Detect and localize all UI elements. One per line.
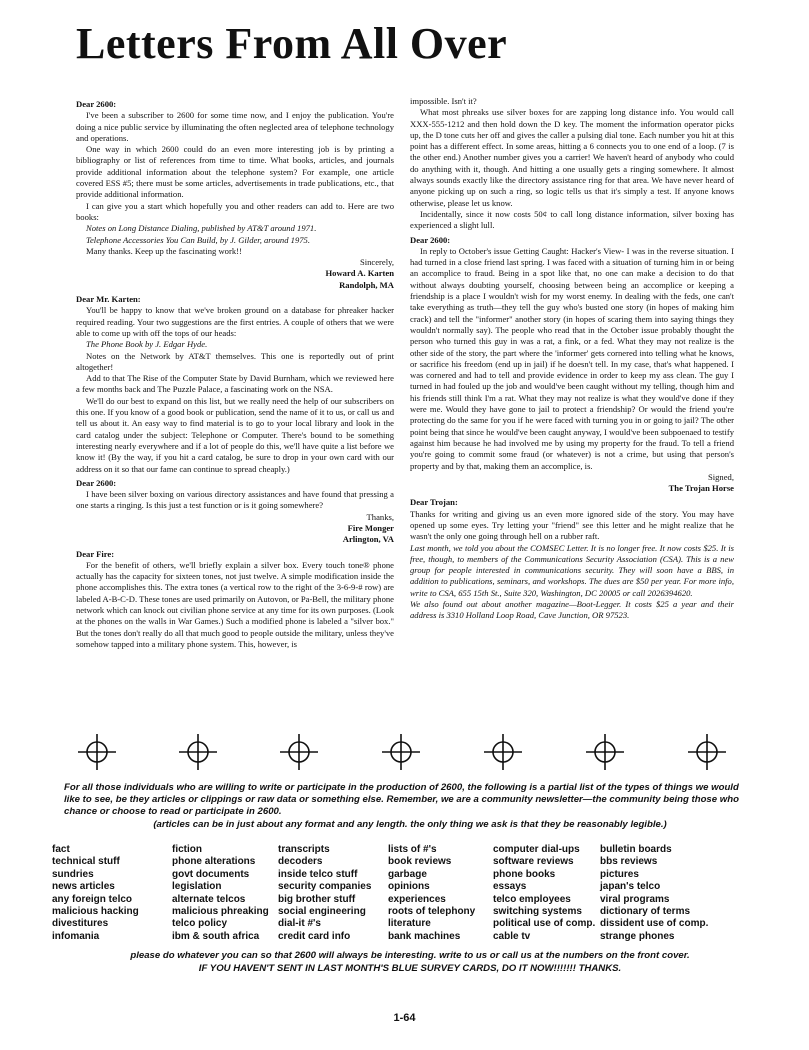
topic-item: decoders <box>278 856 323 868</box>
topic-item: software reviews <box>493 856 574 868</box>
topic-item: essays <box>493 881 527 893</box>
topic-item: ibm & south africa <box>172 930 260 942</box>
letter-paragraph: I can give you a start which hopefully you and other readers can add to. Here are two books: <box>76 200 394 222</box>
topic-item: social engineering <box>278 906 366 918</box>
topic-column <box>600 844 720 943</box>
topic-item: phone books <box>493 868 556 880</box>
crosshair-icon <box>586 734 624 770</box>
letter-paragraph: I've been a subscriber to 2600 for some time now, and I enjoy the publication. You're doing a nice public service by illuminating the often neglected area of telephone technology and operations. <box>76 110 394 143</box>
letter-paragraph: Thanks for writing and giving us an even more ignored side of the story. You may have opened up some eyes. Try letting your "friend" see this letter and he might realize that he wasn't the only one going through hell on a rubber raft. <box>410 508 734 542</box>
survey-reminder: IF YOU HAVEN'T SENT IN LAST MONTH'S BLUE SURVEY CARDS, DO IT NOW!!!!!!! THANKS. <box>198 962 622 974</box>
letter-paragraph: Many thanks. Keep up the fascinating work!! <box>86 245 242 256</box>
letter-paragraph: Notes on Long Distance Dialing, published by AT&T around 1971. <box>86 223 317 234</box>
letter-paragraph: You'll be happy to know that we've broken ground on a database for phreaker hacker required reading. Your two suggestions are the first entries. A couple of others that we were able to come up with off the tops of our heads: <box>76 305 394 338</box>
topic-item: cable tv <box>493 930 531 942</box>
letter-salutation: Dear 2600: <box>76 99 117 109</box>
topic-item: legislation <box>172 881 222 893</box>
topic-item: telco policy <box>172 918 228 930</box>
letter-salutation: Dear Mr. Karten: <box>76 294 141 305</box>
topic-item: credit card info <box>278 930 351 942</box>
topic-item: lists of #'s <box>388 844 437 855</box>
topic-item: roots of telephony <box>388 906 476 918</box>
crosshair-icon <box>484 734 522 770</box>
crosshair-icon <box>179 734 217 770</box>
page-number: 1-64 <box>393 1012 416 1024</box>
topic-item: book reviews <box>388 856 452 868</box>
topic-item: bank machines <box>388 930 461 942</box>
topic-item: malicious hacking <box>52 906 139 918</box>
topic-column <box>278 844 388 943</box>
letter-salutation: Dear Fire: <box>76 548 115 559</box>
letter-paragraph: One way in which 2600 could do an even more interesting job is by printing a bibliography or list of references from time to time. What books, articles, and journals provide additional information about the telephone system? For example, one article covered ESS #5; there must be some articles, advertisements in trade publications, etc., that provide additional information. <box>76 144 394 200</box>
topic-item: fiction <box>172 844 202 855</box>
topic-item: literature <box>388 918 431 930</box>
topic-item: bulletin boards <box>600 844 672 855</box>
letter-paragraph: Howard A. Karten <box>325 268 394 279</box>
topic-item: fact <box>52 844 70 855</box>
topic-item: dial-it #'s <box>278 918 321 930</box>
letter-paragraph: The Trojan Horse <box>668 483 734 494</box>
topic-item: security companies <box>278 881 372 893</box>
topic-item: govt documents <box>172 868 250 880</box>
letter-paragraph: Sincerely, <box>359 257 394 268</box>
topic-item: dictionary of terms <box>600 906 691 918</box>
letter-paragraph: Incidentally, since it now costs 50¢ to call long distance information, silver boxing has experienced a slight lull. <box>410 208 734 231</box>
letter-paragraph: We'll do our best to expand on this list, but we really need the help of our subscribers on this one. If you know of a good book or publication, send the name of it to us, or call us and tell us about it. An easy way to find material is to go to your local library and look in the card catalog under the subject: Telephone or Computer. There's bound to be something interesting nearly everywhere and if a lot of people do this, we'll have quite a list before we know it! (By the way, if you hit a card catalog, be sure to drop in your own card with our address on it so that our fame can continue to spread cheaply.) <box>76 395 394 474</box>
letter-paragraph: Telephone Accessories You Can Build, by J. Gilder, around 1975. <box>86 234 310 245</box>
letter-paragraph: Last month, we told you about the COMSEC Letter. It is no longer free. It now costs $25. It is free, though, to members of the Communications Security Association (CSA). This is a new group for people interested in communications security. They will soon have a BBS, in addition to publications, seminars, and workshops. The dues are $50 per year. For more info, write to CSA, 655 15th St., Suite 320, Washington, DC 20005 or call 2026394620. <box>410 542 734 598</box>
contribution-box <box>52 782 756 974</box>
topic-item: transcripts <box>278 844 330 855</box>
topic-item: pictures <box>600 868 639 880</box>
closing-note <box>64 950 756 975</box>
topic-item: inside telco stuff <box>278 868 358 880</box>
contribution-intro: For all those individuals who are willing to write or participate in the production of 2600, the following is a partial list of the types of things we would like to see, be they articles or clippings or raw data or something else. Remember, we are a community newsletter—the community being those who chance or choose to read or participate in 2600. <box>64 782 739 817</box>
letter-paragraph: We also found out about another magazine—Boot-Legger. It costs $25 a year and their address is 3310 Holland Loop Road, Cave Junction, OR 97523. <box>410 599 734 621</box>
crosshair-icon <box>280 734 318 770</box>
letter-paragraph: In reply to October's issue Getting Caught: Hacker's View- I was in the reverse situation. I had turned in a close friend last spring. I was faced with a situation of turning him in or being an accomplice to fraud. Being in a spot like that, no one can make a decision to do that without always doubting yourself, choosing between being an accomplice or keeping a friendship is a place I wouldn't wish for my worst enemy. In dealing with the feds, one can't take everything as truth—they tell the guy who's busted one story (in hopes of making him crack) and tell the "informer" another story (in hopes of scaring them into saying things they wouldn't normally say). The people who read that in the October issue probably thought the person who turned this guy in was a rat, a fink, or a fed. What they may not realize is the other side of the story, the part where the 'informer' gets cornered into telling what he knows, or sacrifice his freedom (end up in jail) if he doesn't tell. In my case, that's what happened. I was cornered and had to tell and provide evidence in order to keep my ass clean. The guy I turned in had fouled up the job and would've been caught without my telling, though him and his friends still think I'm a rat. What they may not realize is what they would've done if they were me. Would they have gone to jail to protect a friendship? Or would the friend you're protecting do the same for you if he were faced with turning you in or going to jail? The other point being that since he would've been caught anyway, I would've been subpoenaed to testify against him because he had involved me by using my property for the fraud. To tell a friend you're going to commit some fraud (or whatever) is not a crime, but using that person's property and by that, making them an accomplice, is. <box>410 245 734 471</box>
letter-paragraph: The Phone Book by J. Edgar Hyde. <box>86 339 208 350</box>
topic-item: experiences <box>388 893 446 905</box>
page-title: Letters From All Over <box>76 19 508 68</box>
crosshair-icon <box>688 734 726 770</box>
topic-item: opinions <box>388 881 430 893</box>
left-column <box>76 96 394 650</box>
topic-item: phone alterations <box>172 856 256 868</box>
letter-paragraph: I have been silver boxing on various directory assistances and have found that pressing a one starts a ringing. Is this just a test function or is it going somewhere? <box>76 489 394 511</box>
letter-paragraph: Signed, <box>707 471 734 482</box>
contribution-note: (articles can be in just about any format and any length. the only thing we ask is that they be reasonably legible.) <box>153 819 667 830</box>
topic-item: bbs reviews <box>600 856 658 868</box>
topic-item: switching systems <box>493 906 582 918</box>
topic-item: strange phones <box>600 930 675 942</box>
topic-item: dissident use of comp. <box>600 918 709 930</box>
topic-item: infomania <box>52 930 100 942</box>
closing-line: please do whatever you can so that 2600 will always be interesting. write to us or call us at the numbers on the front cover. <box>130 950 690 961</box>
right-column <box>410 96 734 622</box>
topic-item: divestitures <box>52 918 109 930</box>
topic-column <box>388 844 493 943</box>
topic-column <box>493 844 600 943</box>
topic-item: any foreign telco <box>52 893 133 905</box>
letter-paragraph: Thanks, <box>366 511 394 522</box>
topic-item: big brother stuff <box>278 893 356 905</box>
letter-paragraph: Add to that The Rise of the Computer State by David Burnham, which we reviewed here a few months back and The Puzzle Palace, a fascinating work on the NSA. <box>76 373 394 395</box>
topic-item: alternate telcos <box>172 893 246 905</box>
topic-item: japan's telco <box>600 881 661 893</box>
topic-item: news articles <box>52 881 115 893</box>
letter-paragraph: Fire Monger <box>347 522 394 533</box>
crosshair-icon <box>78 734 116 770</box>
topic-item: garbage <box>388 868 427 880</box>
topic-item: technical stuff <box>52 856 120 868</box>
topic-item: sundries <box>52 868 94 880</box>
letter-paragraph: Randolph, MA <box>339 279 394 290</box>
topic-item: political use of comp. <box>493 918 596 930</box>
topic-item: viral programs <box>600 893 670 905</box>
crosshair-divider <box>78 734 738 770</box>
letter-salutation: Dear 2600: <box>76 477 117 488</box>
topic-column <box>172 844 278 943</box>
letter-paragraph: impossible. Isn't it? <box>410 96 477 106</box>
topic-item: telco employees <box>493 893 571 905</box>
letter-paragraph: Arlington, VA <box>342 534 394 545</box>
topic-list <box>52 844 720 943</box>
letter-paragraph: What most phreaks use silver boxes for are zapping long distance info. You would call XXX-555-1212 and then hold down the D key. The moment the information operator picks up, the D tone cuts her off and gives the caller a pulsing dial tone. Each number you hit at this point has a different effect. In some areas, hitting a 6 connects you to one end of a loop. (7 is the other end.) Another number gives you a carrier! We haven't heard of anybody who could do anything with it, though. And hitting a one usually gets a ringing somewhere. It almost always sounds exactly like the directory assistance ring for that area. We have never heard of anyone picking up on such a ring, so logic tells us that it's simply a test. If anyone knows otherwise, please let us know. <box>410 107 734 208</box>
letter-salutation: Dear Trojan: <box>410 497 458 508</box>
letter-salutation: Dear 2600: <box>410 234 451 245</box>
crosshair-icon <box>382 734 420 770</box>
letter-paragraph: Notes on the Network by AT&T themselves. This one is reportedly out of print altogether! <box>76 350 394 372</box>
topic-column <box>52 844 172 943</box>
topic-item: computer dial-ups <box>493 844 580 855</box>
letter-paragraph: For the benefit of others, we'll briefly explain a silver box. Every touch tone® phone actually has the capacity for sixteen tones, not just twelve. A simple modification inside the phone accomplishes this. The extra tones (a vertical row to the right of the 3-6-9-# row) are labeled A-B-C-D. These tones are used primarily on Autovon, or Pa-Bell, the military phone network which can knock out civilian phone service at any time for its own purposes. (Look at the phones on the walls in War Games.) Such a modified phone is labeled a "silver box." But the tones don't really do all that much good to people outside the military, unless they've somehow tapped into a military phone system. This, however, is <box>76 559 394 649</box>
topic-item: malicious phreaking <box>172 906 269 918</box>
